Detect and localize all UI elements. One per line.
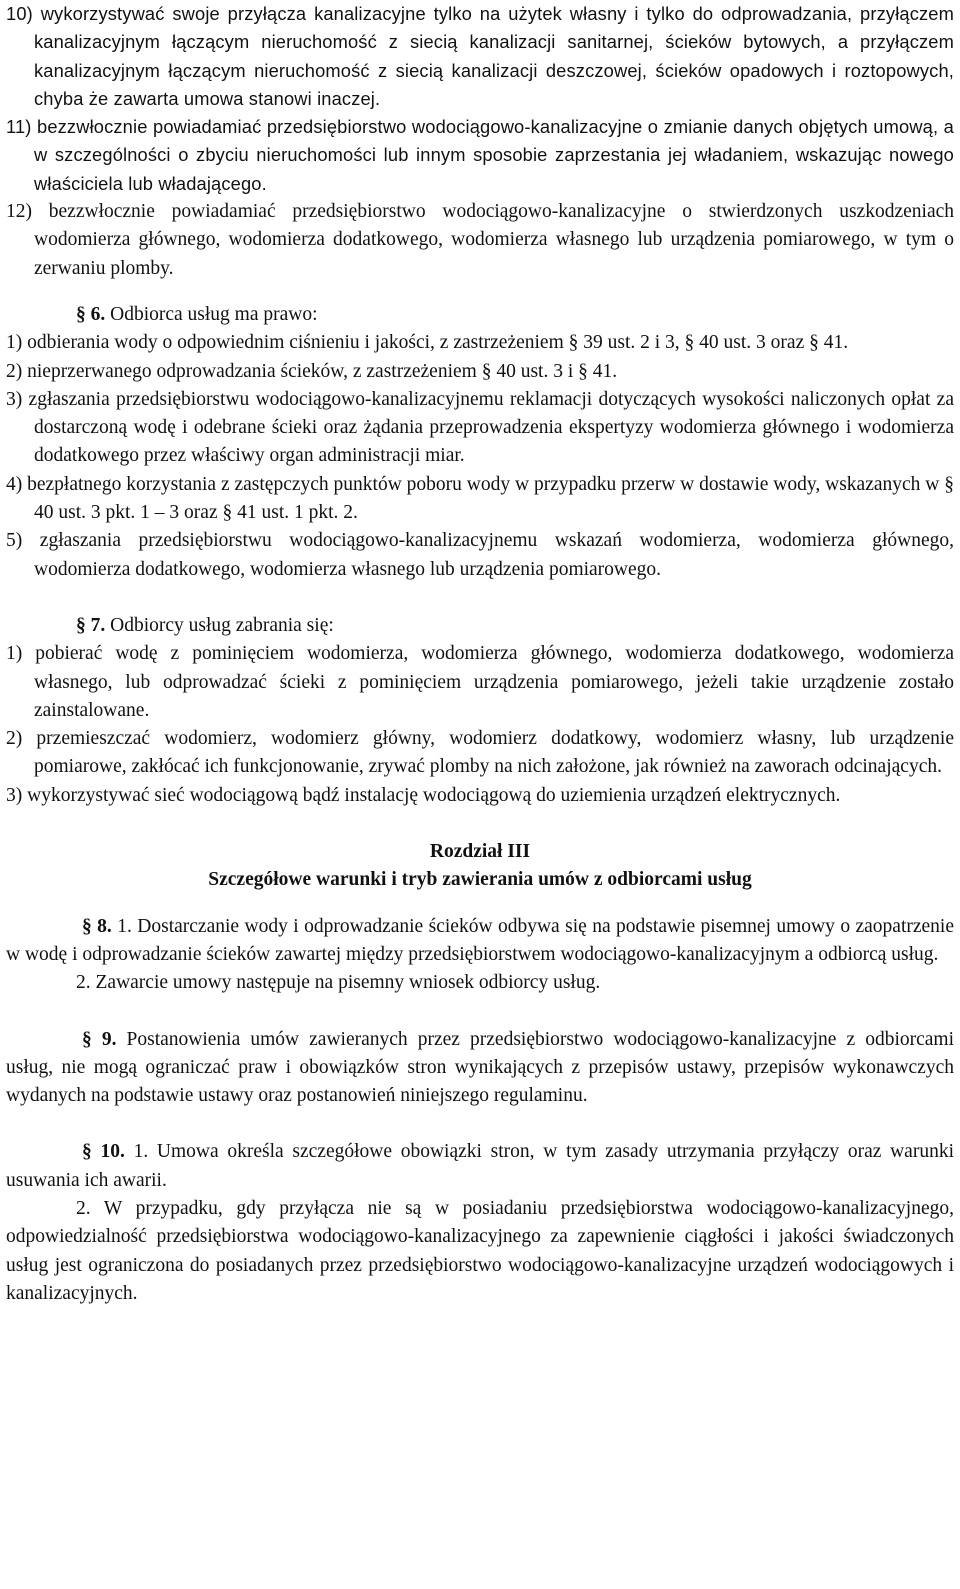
section-9-mark: § 9.: [82, 1028, 117, 1050]
section-6-title: Odbiorca usług ma prawo:: [105, 303, 318, 325]
section-7-heading: [6, 612, 954, 640]
section-10-text-1: 1. Umowa określa szczegółowe obowiązki stron, w tym zasady utrzymania przyłączy oraz warunki usuwania ich awarii.: [6, 1141, 954, 1191]
section-6-item-1: 1) odbierania wody o odpowiednim ciśnieniu i jakości, z zastrzeżeniem § 39 ust. 2 i 3, § 40 ust. 3 oraz § 41.: [6, 332, 849, 354]
section-6-item-3: 3) zgłaszania przedsiębiorstwu wodociągowo-kanalizacyjnemu reklamacji dotyczących wysokości naliczonych opłat za dostarczoną wodę i odebrane ścieki oraz żądania przeprowadzenia ekspertyzy wodomierza głównego i wodomierza dodatkowego przez właściwy organ administracji miar.: [6, 388, 954, 467]
section-7-item-1: 1) pobierać wodę z pominięciem wodomierza, wodomierza głównego, wodomierza dodatkowego, wodomierza własnego, lub odprowadzać ścieki z pominięciem urządzenia pomiarowego, jeżeli takie urządzenie zostało zainstalowane.: [6, 643, 954, 721]
section-7-mark: § 7.: [76, 614, 106, 636]
section-8-text-1: 1. Dostarczanie wody i odprowadzanie ścieków odbywa się na podstawie pisemnej umowy o zaopatrzenie w wodę i odprowadzanie ścieków zawartej między przedsiębiorstwem wodociągowo-kanalizacyjnym a odbiorcą usług.: [6, 915, 955, 965]
section-6-item-4: 4) bezpłatnego korzystania z zastępczych punktów poboru wody w przypadku przerw w dostawie wody, wskazanych w § 40 ust. 3 pkt. 1 – 3 oraz § 41 ust. 1 pkt. 2.: [6, 473, 954, 524]
section-9-text: Postanowienia umów zawieranych przez przedsiębiorstwo wodociągowo-kanalizacyjne z odbiorcami usług, nie mogą ograniczać praw i obowiązków stron wynikających z przepisów ustawy, przepisów wykonawczych wydanych na podstawie ustawy oraz postanowień niniejszego regulaminu.: [6, 1028, 954, 1107]
section-8-paragraph-2: 2. Zawarcie umowy następuje na pisemny wniosek odbiorcy usług.: [76, 972, 601, 994]
section-6-item-2: 2) nieprzerwanego odprowadzania ścieków, z zastrzeżeniem § 40 ust. 3 i § 41.: [6, 360, 618, 382]
section-8-mark: § 8.: [82, 915, 112, 937]
section-6-heading: [6, 301, 954, 329]
chapter-number: Rozdział III: [429, 841, 531, 863]
section-10-paragraph-1: [6, 1138, 954, 1195]
list-item-11: 11) bezzwłocznie powiadamiać przedsiębiorstwo wodociągowo-kanalizacyjne o zmianie danych objętych umową, a w szczególności o zbyciu nieruchomości lub innym sposobie zaprzestania jej władaniem, wskazując nowego właściciela lub władającego.: [6, 116, 954, 194]
section-10-mark: § 10.: [82, 1141, 125, 1163]
document-page: [6, 0, 954, 1308]
list-item-10: 10) wykorzystywać swoje przyłącza kanalizacyjne tylko na użytek własny i tylko do odprowadzania, przyłączem kanalizacyjnym łączącym nieruchomość z siecią kanalizacji sanitarnej, ścieków bytowych, a przyłączem kanalizacyjnym łączącym nieruchomość z siecią kanalizacji deszczowej, ścieków opadowych i roztopowych, chyba że zawarta umowa stanowi inaczej.: [6, 3, 954, 109]
section-9-paragraph: [6, 1026, 954, 1111]
section-7-item-2: 2) przemieszczać wodomierz, wodomierz główny, wodomierz dodatkowy, wodomierz własny, lub urządzenie pomiarowe, zakłócać ich funkcjonowanie, zrywać plomby na nich założone, jak również na zaworach odcinających.: [6, 728, 954, 778]
list-item-12: 12) bezzwłocznie powiadamiać przedsiębiorstwo wodociągowo-kanalizacyjne o stwierdzonych uszkodzeniach wodomierza głównego, wodomierza dodatkowego, wodomierza własnego lub urządzenia pomiarowego, w tym o zerwaniu plomby.: [6, 201, 954, 279]
section-7-title: Odbiorcy usług zabrania się:: [105, 614, 334, 636]
section-7-item-3: 3) wykorzystywać sieć wodociągową bądź instalację wodociągową do uziemienia urządzeń elektrycznych.: [6, 784, 841, 806]
obligations-list-continued: [6, 0, 954, 198]
section-6-item-5: 5) zgłaszania przedsiębiorstwu wodociągowo-kanalizacyjnemu wskazań wodomierza, wodomierza głównego, wodomierza dodatkowego, wodomierza własnego lub urządzenia pomiarowego.: [6, 530, 954, 580]
section-6-mark: § 6.: [76, 303, 106, 325]
section-10-paragraph-2: 2. W przypadku, gdy przyłącza nie są w posiadaniu przedsiębiorstwa wodociągowo-kanalizacyjnego, odpowiedzialność przedsiębiorstwa wodociągowo-kanalizacyjnego za zapewnienie ciągłości i jakości świadczonych usług jest ograniczona do posiadanych przez przedsiębiorstwo wodociągowo-kanalizacyjne urządzeń wodociągowych i kanalizacyjnych.: [6, 1197, 954, 1304]
section-8-paragraph-1: [6, 913, 954, 970]
chapter-title: Szczegółowe warunki i tryb zawierania umów z odbiorcami usług: [208, 869, 752, 891]
